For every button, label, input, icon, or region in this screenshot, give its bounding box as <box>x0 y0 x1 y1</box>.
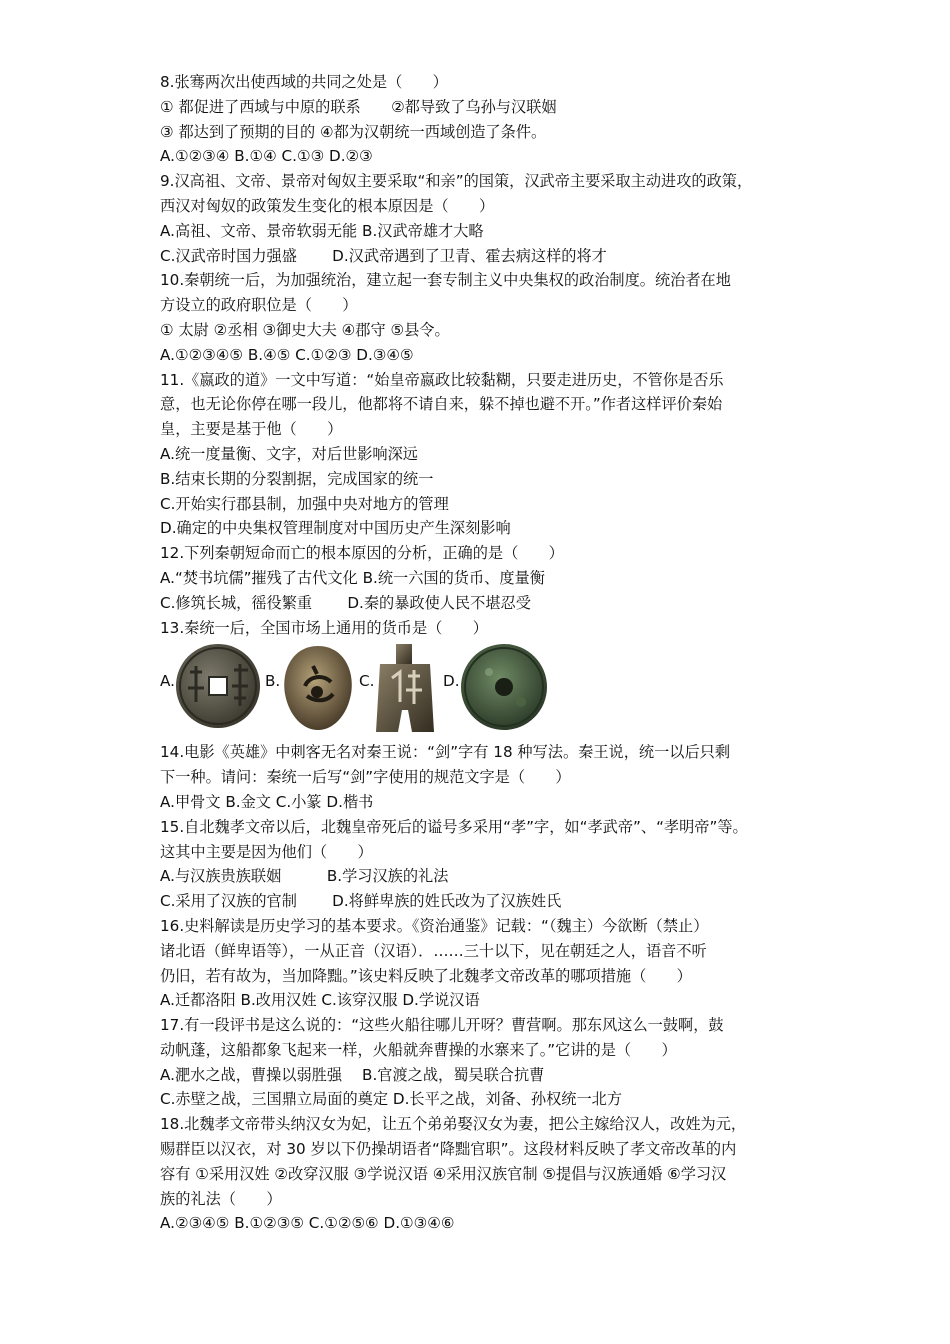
questions-14-to-18 <box>160 740 800 1236</box>
question-text-line: 14.电影《英雄》中刺客无名对秦王说：“剑”字有 18 种写法。秦王说，统一以后只剩 <box>160 743 731 762</box>
question-text-line: 容有 ①采用汉姓 ②改穿汉服 ③学说汉语 ④采用汉族官制 ⑤提倡与汉族通婚 ⑥学习汉 <box>160 1164 727 1183</box>
question-text-line: A.统一度量衡、文字，对后世影响深远 <box>160 444 418 463</box>
question-text-line: 这其中主要是因为他们（ ） <box>160 842 373 861</box>
spade-coin-image <box>372 642 438 734</box>
question-text-line: 17.有一段评书是这么说的：“这些火船往哪儿开呀？曹营啊。那东风这么一鼓啊，鼓 <box>160 1016 724 1035</box>
question-text-line: 15.自北魏孝文帝以后，北魏皇帝死后的谥号多采用“孝”字，如“孝武帝”、“孝明帝”等。 <box>160 817 748 836</box>
question-text-line: 赐群臣以汉衣，对 30 岁以下仍操胡语者“降黜官职”。这段材料反映了孝文帝改革的内 <box>160 1140 737 1159</box>
question-text-line: 8.张骞两次出使西域的共同之处是（ ） <box>160 73 448 91</box>
question-text-line: 11.《嬴政的道》一文中写道：“始皇帝嬴政比较黏糊，只要走进历史，不管你是否乐 <box>160 370 724 389</box>
question-text-line: A.与汉族贵族联姻 B.学习汉族的礼法 <box>160 867 449 886</box>
question-text-line: ① 都促进了西域与中原的联系 ②都导致了乌孙与汉联姻 <box>160 97 557 116</box>
question-text-line: ③ 都达到了预期的目的 ④都为汉朝统一西域创造了条件。 <box>160 122 547 141</box>
question-text-line: 意，也无论你停在哪一段儿，他都将不请自来，躲不掉也避不开。”作者这样评价秦始 <box>160 395 723 414</box>
question-text-line: A.迁都洛阳 B.改用汉姓 C.该穿汉服 D.学说汉语 <box>160 991 480 1010</box>
question-text-line: 西汉对匈奴的政策发生变化的根本原因是（ ） <box>160 196 495 215</box>
question-text-line: 18.北魏孝文帝带头纳汉女为妃，让五个弟弟娶汉女为妻，把公主嫁给汉人，改姓为元， <box>160 1115 747 1134</box>
question-text-line: 16.史料解读是历史学习的基本要求。《资治通鉴》记载：“（魏主）今欲断（禁止） <box>160 916 709 935</box>
question-text-line: B.结束长期的分裂割据，完成国家的统一 <box>160 469 434 488</box>
question-text-line: 10.秦朝统一后，为加强统治，建立起一套专制主义中央集权的政治制度。统治者在地 <box>160 271 731 290</box>
question-text-line: 12.下列秦朝短命而亡的根本原因的分析，正确的是（ ） <box>160 544 564 563</box>
question-text-line: C.汉武帝时国力强盛 D.汉武帝遇到了卫青、霍去病这样的将才 <box>160 246 607 265</box>
ant-nose-coin-image <box>279 642 357 732</box>
exam-page <box>160 70 800 1236</box>
question-text-line: C.开始实行郡县制，加强中央对地方的管理 <box>160 494 449 513</box>
question-text-line: A.高祖、文帝、景帝软弱无能 B.汉武帝雄才大略 <box>160 221 484 240</box>
coin-option-a-label: A. <box>160 672 175 691</box>
question-text-line: 族的礼法（ ） <box>160 1189 282 1208</box>
question-text-line: D.确定的中央集权管理制度对中国历史产生深刻影响 <box>160 519 511 538</box>
question-text-line: A.甲骨文 B.金文 C.小篆 D.楷书 <box>160 792 374 811</box>
question-text-line: A.①②③④⑤ B.④⑤ C.①②③ D.③④⑤ <box>160 345 414 364</box>
question-text-line: A.②③④⑤ B.①②③⑤ C.①②⑤⑥ D.①③④⑥ <box>160 1214 455 1233</box>
coin-options-row <box>160 642 800 738</box>
question-text-line: 方设立的政府职位是（ ） <box>160 296 358 315</box>
question-text-line: 动帆蓬，这船都象飞起来一样，火船就奔曹操的水寨来了。”它讲的是（ ） <box>160 1040 677 1059</box>
coin-option-c-label: C. <box>359 672 375 691</box>
coin-option-b-label: B. <box>265 672 281 691</box>
question-text-line: 诸北语（鲜卑语等），一从正音（汉语）．……三十以下，见在朝廷之人，语音不听 <box>160 941 707 960</box>
question-text-line: 仍旧，若有故为，当加降黜。”该史料反映了北魏孝文帝改革的哪项措施（ ） <box>160 966 692 985</box>
question-text-line: C.修筑长城，徭役繁重 D.秦的暴政使人民不堪忍受 <box>160 593 531 612</box>
question-text-line: 下一种。请问：秦统一后写“剑”字使用的规范文字是（ ） <box>160 768 571 787</box>
question-text-line: A.“焚书坑儒”摧残了古代文化 B.统一六国的货币、度量衡 <box>160 568 545 587</box>
questions-8-to-13 <box>160 70 800 640</box>
question-text-line: 皇，主要是基于他（ ） <box>160 420 343 439</box>
coin-option-d-label: D. <box>443 672 460 691</box>
question-text-line: 13.秦统一后，全国市场上通用的货币是（ ） <box>160 618 488 637</box>
round-hole-coin-image <box>459 642 549 732</box>
square-hole-round-coin-image <box>174 642 262 730</box>
question-text-line: ① 太尉 ②丞相 ③御史大夫 ④郡守 ⑤县令。 <box>160 320 450 339</box>
question-text-line: 9.汉高祖、文帝、景帝对匈奴主要采取“和亲”的国策，汉武帝主要采取主动进攻的政策， <box>160 172 753 191</box>
question-text-line: C.采用了汉族的官制 D.将鲜卑族的姓氏改为了汉族姓氏 <box>160 892 562 911</box>
question-text-line: A.①②③④ B.①④ C.①③ D.②③ <box>160 147 373 166</box>
question-text-line: C.赤壁之战，三国鼎立局面的奠定 D.长平之战，刘备、孙权统一北方 <box>160 1090 623 1109</box>
question-text-line: A.淝水之战，曹操以弱胜强 B.官渡之战，蜀吴联合抗曹 <box>160 1065 545 1084</box>
